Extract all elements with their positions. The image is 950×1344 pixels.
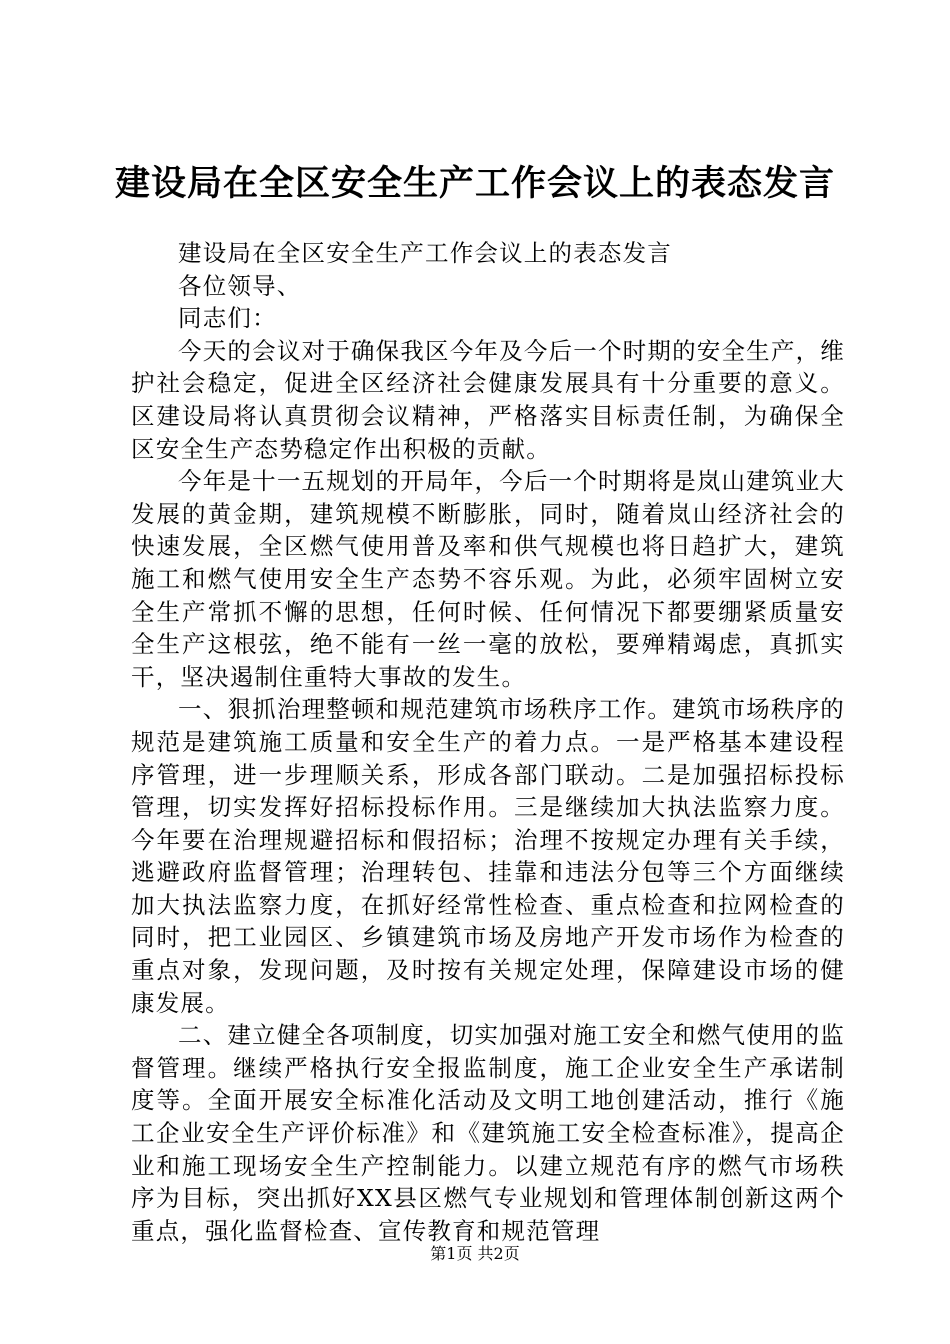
paragraph-point-one: 一、狠抓治理整顿和规范建筑市场秩序工作。建筑市场秩序的规范是建筑施工质量和安全生产的着力点。一是严格基本建设程序管理，进一步理顺关系，形成各部门联动。二是加强招标投标管理，切实发挥好招标投标作用。三是继续加大执法监察力度。今年要在治理规避招标和假招标；治理不按规定办理有关手续，逃避政府监督管理；治理转包、挂靠和违法分包等三个方面继续加大执法监察力度，在抓好经常性检查、重点检查和拉网检查的同时，把工业园区、乡镇建筑市场及房地产开发市场作为检查的重点对象，发现问题，及时按有关规定处理，保障建设市场的健康发展。 xyxy=(131,695,845,1017)
paragraph-salutation-2: 同志们： xyxy=(178,304,277,333)
paragraph-intro: 今天的会议对于确保我区今年及今后一个时期的安全生产，维护社会稳定，促进全区经济社会健康发展具有十分重要的意义。区建设局将认真贯彻会议精神，严格落实目标责任制，为确保全区安全生产态势稳定作出积极的贡献。 xyxy=(131,336,845,463)
page-footer: 第1页 共2页 xyxy=(430,1244,520,1263)
paragraph-point-two: 二、建立健全各项制度，切实加强对施工安全和燃气使用的监督管理。继续严格执行安全报监制度，施工企业安全生产承诺制度等。全面开展安全标准化活动及文明工地创建活动，推行《施工企业安全生产评价标准》和《建筑施工安全检查标准》，提高企业和施工现场安全生产控制能力。以建立规范有序的燃气市场秩序为目标，突出抓好XX县区燃气专业规划和管理体制创新这两个重点，强化监督检查、宣传教育和规范管理 xyxy=(131,1021,845,1245)
document-body xyxy=(131,237,845,1247)
paragraph-salutation-1: 各位领导、 xyxy=(178,271,302,300)
paragraph-subtitle: 建设局在全区安全生产工作会议上的表态发言 xyxy=(178,239,672,267)
document-title: 建设局在全区安全生产工作会议上的表态发言 xyxy=(114,163,835,204)
paragraph-background: 今年是十一五规划的开局年，今后一个时期将是岚山建筑业大发展的黄金期，建筑规模不断膨胀，同时，随着岚山经济社会的快速发展，全区燃气使用普及率和供气规模也将日趋扩大，建筑施工和燃气使用安全生产态势不容乐观。为此，必须牢固树立安全生产常抓不懈的思想，任何时候、任何情况下都要绷紧质量安全生产这根弦，绝不能有一丝一毫的放松，要殚精竭虑，真抓实干，坚决遏制住重特大事故的发生。 xyxy=(131,467,845,691)
